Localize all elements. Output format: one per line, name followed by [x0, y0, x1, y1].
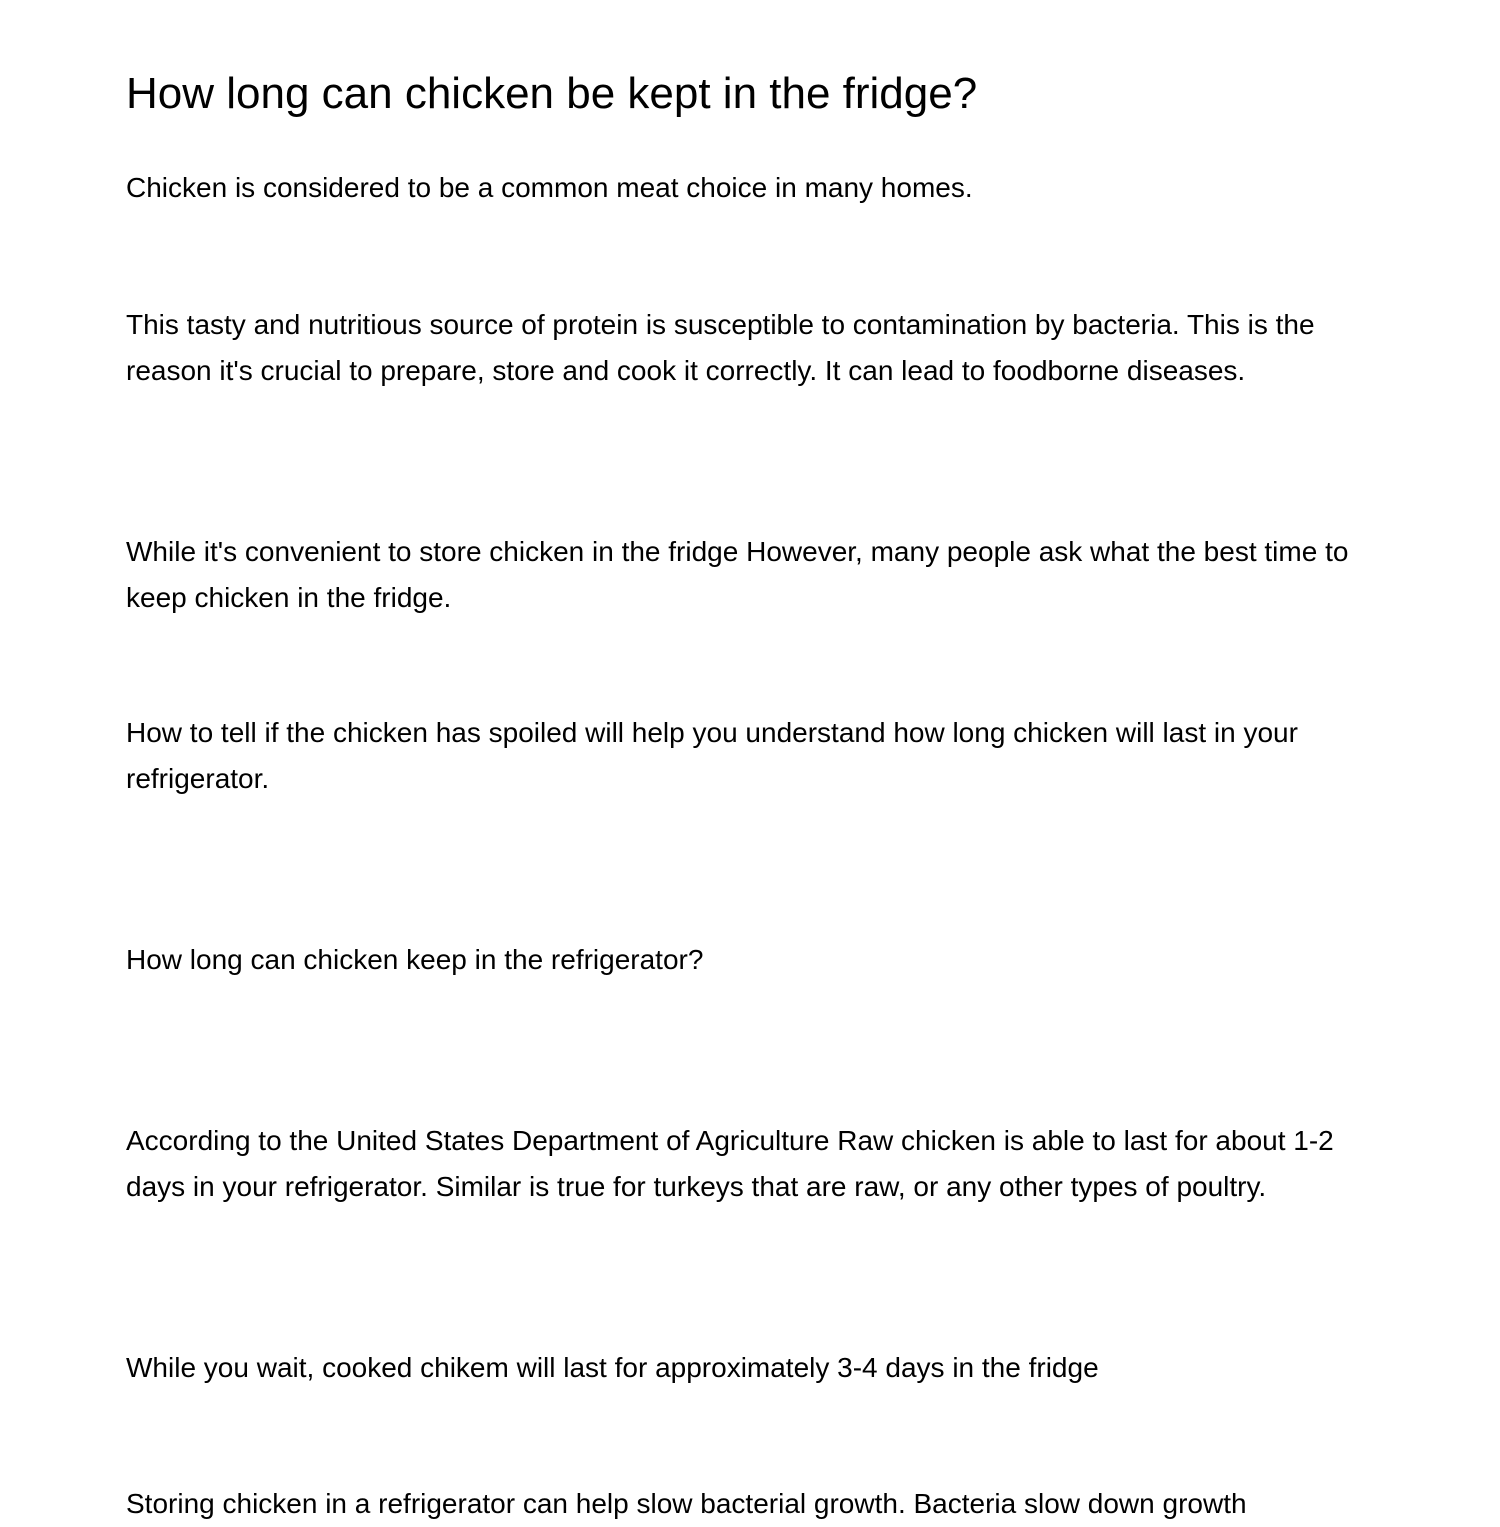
paragraph: According to the United States Department of Agriculture Raw chicken is able to last for about 1-2 days in your refrigerator. Similar is true for turkeys that are raw, or any other types of poultry.: [126, 1125, 1334, 1202]
subheading: How long can chicken keep in the refrigerator?: [126, 944, 704, 975]
paragraph: This tasty and nutritious source of protein is susceptible to contamination by bacteria. This is the reason it's crucial to prepare, store and cook it correctly. It can lead to foodborne diseases.: [126, 309, 1315, 386]
paragraph: While it's convenient to store chicken in the fridge However, many people ask what the best time to keep chicken in the fridge.: [126, 536, 1349, 613]
paragraph: How to tell if the chicken has spoiled will help you understand how long chicken will last in your refrigerator.: [126, 717, 1298, 794]
paragraph: Chicken is considered to be a common meat choice in many homes.: [126, 172, 973, 203]
page-title: How long can chicken be kept in the fridge?: [126, 69, 978, 118]
paragraph: While you wait, cooked chikem will last for approximately 3-4 days in the fridge: [126, 1352, 1099, 1383]
paragraph-cut-off: Storing chicken in a refrigerator can help slow bacterial growth. Bacteria slow down growth: [126, 1488, 1247, 1519]
